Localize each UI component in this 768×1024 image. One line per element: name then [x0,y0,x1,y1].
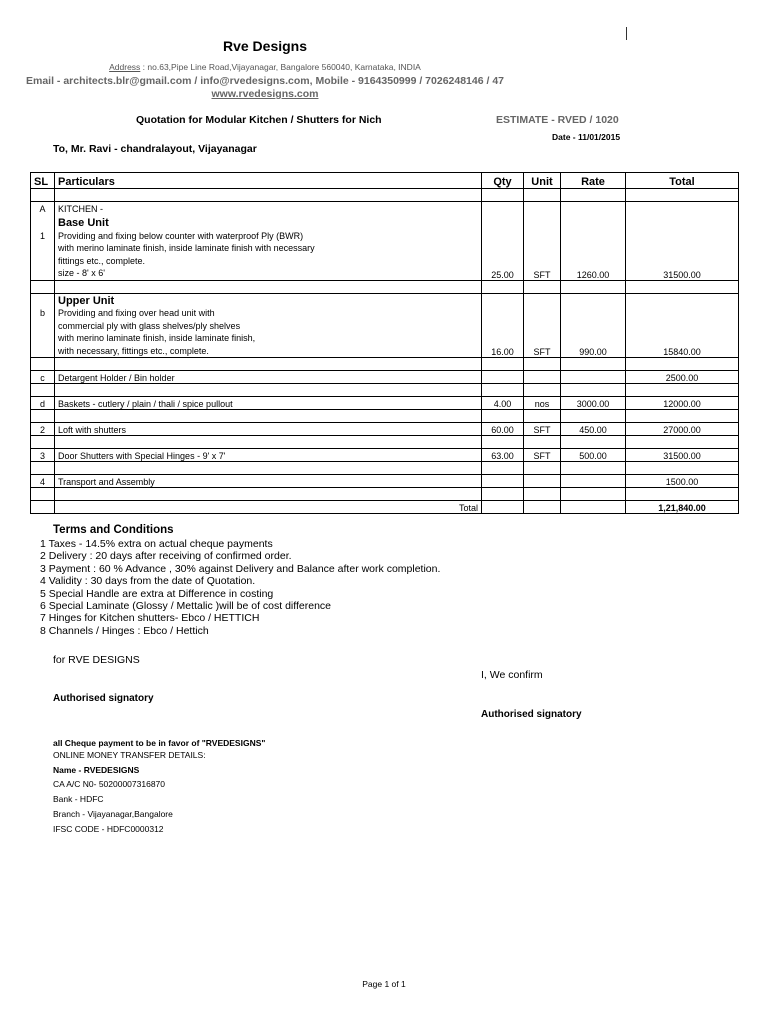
quotation-date: Date - 11/01/2015 [552,132,621,142]
row-unit: nos [524,397,561,410]
kitchen-label: KITCHEN - [58,204,103,214]
header-particulars: Particulars [55,173,482,189]
row-description: KITCHEN - Base Unit Providing and fixing below counter with waterproof Ply (BWR) with merino laminate finish, inside laminate finish with necessary fittings etc., complete. size - 8' x 6' [55,202,482,281]
row-sl: 4 [31,475,55,488]
row-qty: 63.00 [482,449,524,462]
row-description: Loft with shutters [55,423,482,436]
authorised-signatory-client: Authorised signatory [481,709,582,720]
address-label: Address [109,62,141,72]
table-header-row [31,173,739,189]
account-name: Name - RVEDESIGNS [53,764,140,775]
table-row [31,475,739,488]
company-name: Rve Designs [222,38,308,54]
row-qty: 25.00 [482,202,524,281]
row-sl: b [31,293,55,358]
row-qty [482,371,524,384]
spacer-row [31,384,739,397]
header-unit: Unit [524,173,561,189]
row-rate: 500.00 [561,449,626,462]
spacer-row [31,410,739,423]
row-description: Transport and Assembly [55,475,482,488]
upper-unit-heading: Upper Unit [58,294,115,307]
address-text: : no.63,Pipe Line Road,Vijayanagar, Bangalore 560040, Karnataka, INDIA [140,62,421,72]
row-total: 27000.00 [626,423,739,436]
row-total: 1500.00 [626,475,739,488]
row-unit: SFT [524,293,561,358]
term-item: 8 Channels / Hinges : Ebco / Hettich [40,624,209,637]
ifsc-code: IFSC CODE - HDFC0000312 [53,823,164,834]
row-sl: 2 [31,423,55,436]
row-total: 31500.00 [626,202,739,281]
row-rate: 990.00 [561,293,626,358]
table-row [31,202,739,281]
row-unit: SFT [524,449,561,462]
row-rate: 450.00 [561,423,626,436]
row-rate: 1260.00 [561,202,626,281]
estimate-number: ESTIMATE - RVED / 1020 [496,114,619,126]
row-unit: SFT [524,202,561,281]
row-rate: 3000.00 [561,397,626,410]
row-sl: 3 [31,449,55,462]
contact-line: Email - architects.blr@gmail.com / info@rvedesigns.com, Mobile - 9164350999 / 7026248146 / 47 [25,75,505,87]
address-line [0,62,530,72]
total-label: Total [55,501,482,514]
row-unit [524,475,561,488]
total-row [31,501,739,514]
spacer-row [31,488,739,501]
transfer-title: ONLINE MONEY TRANSFER DETAILS: [53,749,206,760]
recipient-line: To, Mr. Ravi - chandralayout, Vijayanagar [53,143,257,155]
header-rate: Rate [561,173,626,189]
quotation-table [30,172,739,514]
row-sl: d [31,397,55,410]
we-confirm: I, We confirm [481,669,543,681]
row-description: Baskets - cutlery / plain / thali / spice pullout [55,397,482,410]
row-sl: c [31,371,55,384]
table-row [31,397,739,410]
row-qty: 16.00 [482,293,524,358]
row-description: Detargent Holder / Bin holder [55,371,482,384]
account-number: CA A/C N0- 50200007316870 [53,779,166,790]
spacer-row [31,189,739,202]
bank-name: Bank - HDFC [53,794,104,805]
for-company: for RVE DESIGNS [53,654,140,666]
table-row [31,423,739,436]
term-item: 6 Special Laminate (Glossy / Mettalic )will be of cost difference [40,600,332,613]
term-item: 5 Special Handle are extra at Difference in costing [40,587,274,600]
row-qty: 60.00 [482,423,524,436]
base-unit-heading: Base Unit [58,216,109,229]
row-sl: A 1 [31,202,55,281]
authorised-signatory-company: Authorised signatory [53,693,154,704]
spacer-row [31,358,739,371]
term-item: 2 Delivery : 20 days after receiving of confirmed order. [40,550,292,563]
spacer-row [31,436,739,449]
grand-total: 1,21,840.00 [626,501,739,514]
bank-details [53,736,265,837]
row-unit [524,371,561,384]
row-total: 12000.00 [626,397,739,410]
term-item: 4 Validity : 30 days from the date of Quotation. [40,575,256,588]
spacer-row [31,280,739,293]
row-total: 31500.00 [626,449,739,462]
bank-branch: Branch - Vijayanagar,Bangalore [53,808,173,819]
terms-title: Terms and Conditions [53,524,174,536]
row-total: 15840.00 [626,293,739,358]
page-number: Page 1 of 1 [362,979,406,989]
row-qty [482,475,524,488]
row-unit: SFT [524,423,561,436]
table-row [31,293,739,358]
header-sl: SL [31,173,55,189]
table-row [31,449,739,462]
row-total: 2500.00 [626,371,739,384]
term-item: 7 Hinges for Kitchen shutters- Ebco / HETTICH [40,612,260,625]
row-rate [561,371,626,384]
quotation-title: Quotation for Modular Kitchen / Shutters for Nich [136,114,382,126]
cheque-note: all Cheque payment to be in favor of "RVEDESIGNS" [53,738,266,748]
row-description: Door Shutters with Special Hinges - 9' x 7' [55,449,482,462]
term-item: 1 Taxes - 14.5% extra on actual cheque payments [40,538,273,550]
table-row [31,371,739,384]
row-rate [561,475,626,488]
spacer-row [31,462,739,475]
term-item: 3 Payment : 60 % Advance , 30% against Delivery and Balance after work completion. [40,562,441,575]
row-qty: 4.00 [482,397,524,410]
text-cursor-mark [626,27,627,40]
terms-list [40,538,440,637]
header-total: Total [626,173,739,189]
website-link[interactable]: www.rvedesigns.com [211,88,319,100]
header-qty: Qty [482,173,524,189]
row-description: Upper Unit Providing and fixing over head unit with commercial ply with glass shelves/ply shelves with merino laminate finish, inside laminate finish, with necessary, fittings etc., complete. [55,293,482,358]
